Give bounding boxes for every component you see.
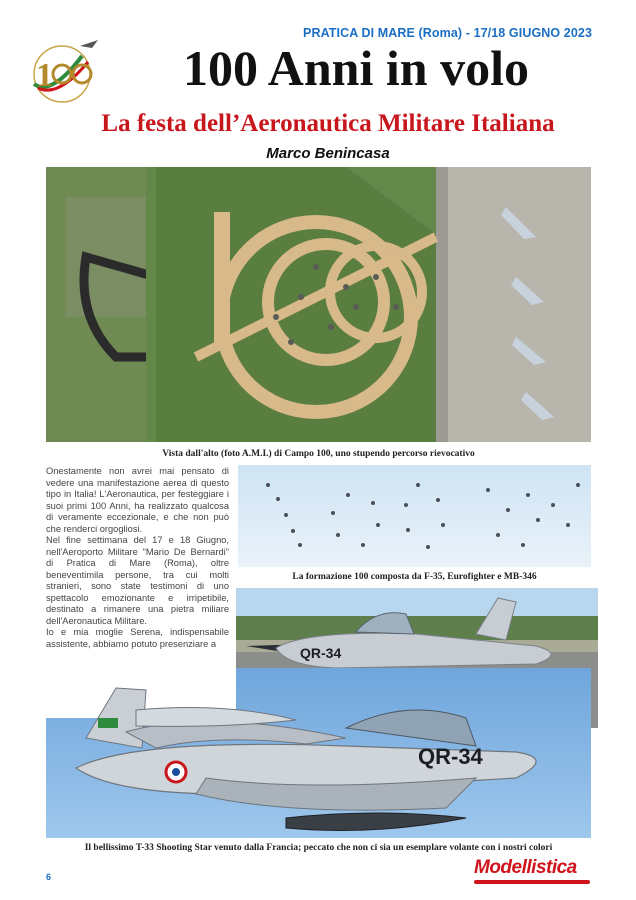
- svg-text:1: 1: [36, 57, 53, 94]
- body-paragraph: Nel fine settimana del 17 e 18 Giugno, nell'Aeroporto Militare "Mario De Bernardi" di Pratica di Mare (Roma), oltre beneventimila persone, tra cui molti stranieri, sono state testimoni di uno spettacolo emozionante e irripetibile, destinato a rimanere una pietra miliare dell'Aeronautica Militare.: [46, 535, 229, 626]
- brand-underline: [474, 880, 590, 884]
- formation-photo-caption: La formazione 100 composta da F-35, Eurofighter e MB-346: [292, 572, 537, 582]
- magazine-brand-logo: Modellistica: [474, 857, 577, 878]
- event-location-date: PRATICA DI MARE (Roma) - 17/18 GIUGNO 2023: [303, 26, 592, 40]
- article-author: Marco Benincasa: [266, 145, 390, 162]
- aircraft-code: QR-34: [300, 645, 342, 661]
- t33-flight-photo: [46, 668, 591, 838]
- aerial-photo: [46, 167, 591, 442]
- body-paragraph: Onestamente non avrei mai pensato di vedere una manifestazione aerea di questo tipo in Italia! L'Aeronautica, per festeggiare i suoi primi 100 Anni, ha realizzato qualcosa di veramente eccezionale, e che non può che renderci orgogliosi.: [46, 466, 229, 534]
- aerial-photo-caption: Vista dall'alto (foto A.M.I.) di Campo 100, uno stupendo percorso rievocativo: [162, 449, 475, 459]
- page-number: 6: [46, 872, 52, 882]
- article-title: 100 Anni in volo: [183, 40, 529, 96]
- centenary-logo: [22, 36, 104, 108]
- formation-photo: [238, 465, 591, 567]
- article-body: [46, 466, 229, 650]
- body-paragraph: Io e mia moglie Serena, indispensabile assistente, abbiamo potuto presenziare a: [46, 627, 229, 649]
- t33-photo-caption: Il bellissimo T-33 Shooting Star venuto dalla Francia; peccato che non ci sia un esemplare volante con i nostri colori: [84, 843, 553, 853]
- article-subtitle: La festa dell’Aeronautica Militare Italiana: [101, 110, 555, 137]
- aircraft-code: QR-34: [418, 744, 483, 769]
